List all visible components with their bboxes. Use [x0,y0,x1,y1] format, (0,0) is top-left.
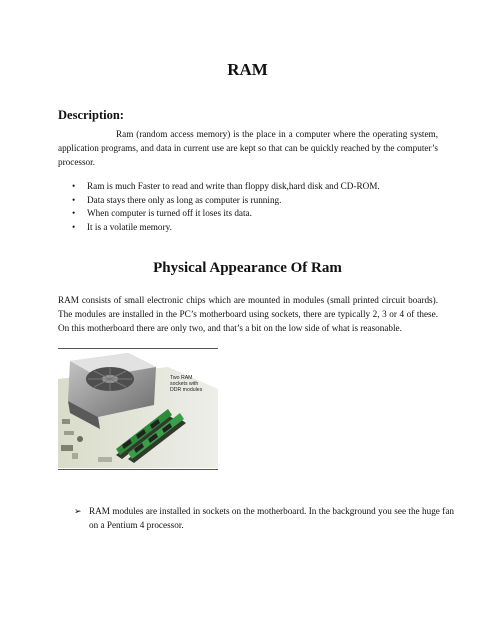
list-item [70,194,440,208]
bullet-dot-icon: • [72,194,76,205]
page-title: RAM [227,60,268,79]
bullet-text: It is a volatile memory. [87,221,172,232]
arrow-bullet-icon: ➢ [74,506,82,516]
description-heading: Description: [58,108,124,122]
bullet-dot-icon: • [72,208,76,219]
list-item [70,207,440,221]
bullet-text: Data stays there only as long as computer is running. [87,194,282,205]
physical-appearance-heading: Physical Appearance Of Ram [153,260,342,276]
list-item [70,221,440,235]
description-paragraph: Ram (random access memory) is the place in a computer where the operating system, application programs, and data in current use are kept so that can be quickly reached by the computer’s processor. [58,129,438,167]
motherboard-ram-illustration [58,349,218,469]
list-item [70,180,440,194]
bullet-dot-icon: • [72,221,76,232]
description-bullet-list [70,180,440,234]
motherboard-ram-photo [58,348,218,470]
arrow-bullet-item [74,505,454,532]
figure-caption-line: Two RAM [170,375,193,381]
figure-caption-line: DDR modules [170,387,203,393]
bullet-dot-icon: • [72,181,76,191]
physical-appearance-paragraph: RAM consists of small electronic chips which are mounted in modules (small printed circuit boards). The modules are installed in the PC’s motherboard using sockets, there are typically 2, 3 or 4 of these. On this motherboard there are only two, and that’s a bit on the low side of what is reasonable. [58,295,438,333]
figure-caption-line: sockets with [170,381,199,387]
bullet-text: Ram is much Faster to read and write than floppy disk,hard disk and CD-ROM. [87,181,380,191]
bullet-text: When computer is turned off it loses its data. [87,208,252,219]
arrow-bullet-text: RAM modules are installed in sockets on the motherboard. In the background you see the huge fan on a Pentium 4 processor. [89,506,454,530]
